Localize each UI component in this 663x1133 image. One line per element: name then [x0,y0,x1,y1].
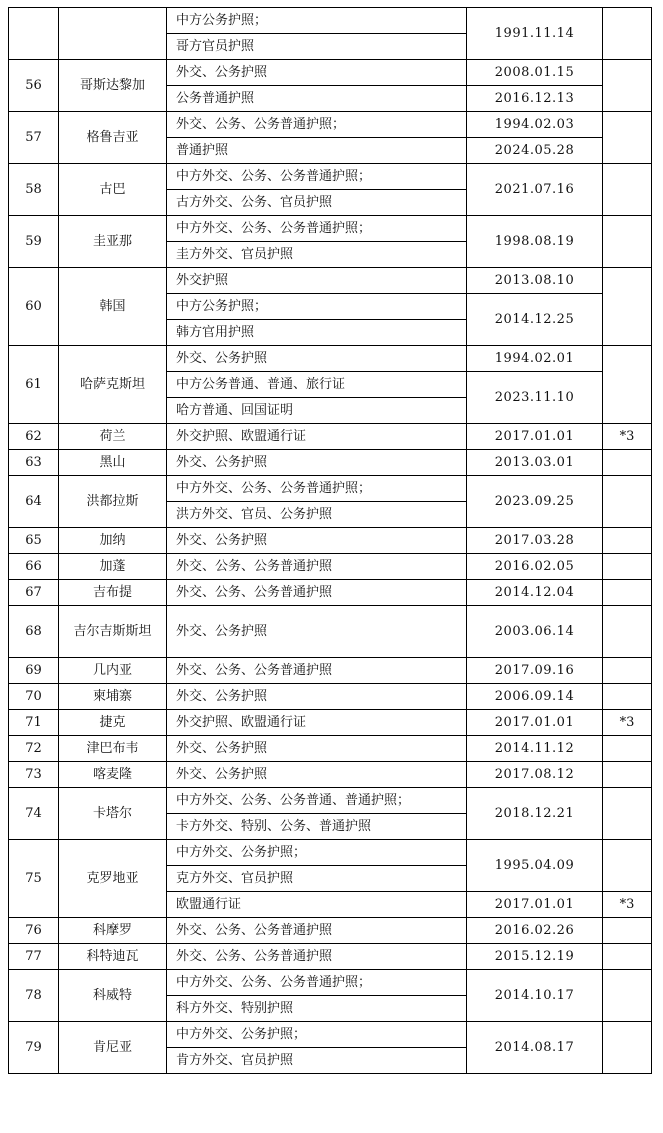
table-row [9,112,652,138]
country-name: 洪都拉斯 [59,476,167,528]
remark-note: *3 [603,424,652,450]
passport-type: 中方公务护照； [167,8,467,34]
row-number: 72 [9,736,59,762]
table-row [9,8,652,34]
effective-date: 1998.08.19 [467,216,603,268]
remark-cell [603,684,652,710]
table-row [9,658,652,684]
passport-type: 外交、公务护照 [167,528,467,554]
row-number: 71 [9,710,59,736]
remark-cell [603,970,652,1022]
passport-type: 外交、公务、公务普通护照 [167,944,467,970]
passport-type: 外交护照、欧盟通行证 [167,424,467,450]
country-name: 加纳 [59,528,167,554]
effective-date: 2017.01.01 [467,424,603,450]
passport-type: 韩方官用护照 [167,320,467,346]
passport-type: 中方外交、公务护照； [167,840,467,866]
remark-note: *3 [603,892,652,918]
effective-date: 2023.11.10 [467,372,603,424]
country-name: 古巴 [59,164,167,216]
country-name: 肯尼亚 [59,1022,167,1074]
row-number: 64 [9,476,59,528]
country-name: 格鲁吉亚 [59,112,167,164]
country-name: 荷兰 [59,424,167,450]
passport-type: 中方外交、公务、公务普通护照； [167,164,467,190]
effective-date: 2024.05.28 [467,138,603,164]
remark-cell [603,918,652,944]
row-number: 61 [9,346,59,424]
effective-date: 2013.03.01 [467,450,603,476]
row-number: 56 [9,60,59,112]
country-name: 津巴布韦 [59,736,167,762]
row-number: 66 [9,554,59,580]
country-name: 哈萨克斯坦 [59,346,167,424]
passport-type: 中方外交、公务、公务普通护照； [167,970,467,996]
passport-type: 外交、公务、公务普通护照； [167,112,467,138]
row-number: 74 [9,788,59,840]
passport-type: 中方外交、公务、公务普通护照； [167,216,467,242]
remark-cell [603,216,652,268]
passport-type: 公务普通护照 [167,86,467,112]
row-number: 57 [9,112,59,164]
passport-type: 欧盟通行证 [167,892,467,918]
passport-type: 外交、公务护照 [167,450,467,476]
passport-type: 外交、公务护照 [167,346,467,372]
country-name: 喀麦隆 [59,762,167,788]
remark-cell [603,736,652,762]
country-name: 韩国 [59,268,167,346]
passport-type: 肯方外交、官员护照 [167,1048,467,1074]
effective-date: 2014.11.12 [467,736,603,762]
row-number: 70 [9,684,59,710]
row-number: 75 [9,840,59,918]
passport-type: 中方公务普通、普通、旅行证 [167,372,467,398]
table-row [9,528,652,554]
row-number: 59 [9,216,59,268]
table-row [9,476,652,502]
row-number [9,8,59,60]
effective-date: 2015.12.19 [467,944,603,970]
row-number: 73 [9,762,59,788]
country-name: 卡塔尔 [59,788,167,840]
effective-date: 2003.06.14 [467,606,603,658]
table-row [9,164,652,190]
remark-cell [603,580,652,606]
effective-date: 2008.01.15 [467,60,603,86]
table-row [9,918,652,944]
passport-type: 圭方外交、官员护照 [167,242,467,268]
table-row [9,970,652,996]
effective-date: 1994.02.01 [467,346,603,372]
country-name: 克罗地亚 [59,840,167,918]
country-name: 吉布提 [59,580,167,606]
effective-date: 2017.08.12 [467,762,603,788]
remark-cell [603,554,652,580]
remark-cell [603,60,652,112]
effective-date: 2016.12.13 [467,86,603,112]
effective-date: 2014.12.25 [467,294,603,346]
table-row [9,424,652,450]
passport-type: 中方外交、公务、公务普通、普通护照； [167,788,467,814]
row-number: 68 [9,606,59,658]
effective-date: 1991.11.14 [467,8,603,60]
passport-type: 哈方普通、回国证明 [167,398,467,424]
country-name [59,8,167,60]
table-row [9,788,652,814]
table-row [9,840,652,866]
passport-type: 中方公务护照； [167,294,467,320]
passport-type: 卡方外交、特别、公务、普通护照 [167,814,467,840]
effective-date: 2016.02.05 [467,554,603,580]
remark-cell [603,164,652,216]
country-name: 黑山 [59,450,167,476]
passport-type: 克方外交、官员护照 [167,866,467,892]
remark-cell [603,944,652,970]
passport-type: 外交、公务护照 [167,684,467,710]
table-row [9,710,652,736]
country-name: 几内亚 [59,658,167,684]
effective-date: 2014.10.17 [467,970,603,1022]
remark-cell [603,762,652,788]
effective-date: 2018.12.21 [467,788,603,840]
country-name: 科特迪瓦 [59,944,167,970]
table-row [9,554,652,580]
effective-date: 2016.02.26 [467,918,603,944]
effective-date: 2021.07.16 [467,164,603,216]
passport-type: 普通护照 [167,138,467,164]
passport-type: 外交、公务、公务普通护照 [167,918,467,944]
passport-type: 外交、公务、公务普通护照 [167,580,467,606]
effective-date: 2017.01.01 [467,892,603,918]
row-number: 62 [9,424,59,450]
passport-type: 外交、公务、公务普通护照 [167,554,467,580]
country-name: 加蓬 [59,554,167,580]
remark-cell [603,788,652,840]
remark-note: *3 [603,710,652,736]
remark-cell [603,450,652,476]
row-number: 63 [9,450,59,476]
row-number: 69 [9,658,59,684]
table-row [9,736,652,762]
remark-cell [603,112,652,164]
passport-type: 外交、公务护照 [167,736,467,762]
country-name: 柬埔寨 [59,684,167,710]
country-name: 哥斯达黎加 [59,60,167,112]
visa-exemption-table [8,7,652,1074]
remark-cell [603,346,652,424]
table-row [9,1022,652,1048]
row-number: 77 [9,944,59,970]
row-number: 76 [9,918,59,944]
table-row [9,944,652,970]
row-number: 79 [9,1022,59,1074]
passport-type: 洪方外交、官员、公务护照 [167,502,467,528]
passport-type: 中方外交、公务、公务普通护照； [167,476,467,502]
effective-date: 2013.08.10 [467,268,603,294]
country-name: 科威特 [59,970,167,1022]
remark-cell [603,840,652,892]
remark-cell [603,606,652,658]
row-number: 67 [9,580,59,606]
passport-type: 外交、公务护照 [167,60,467,86]
row-number: 65 [9,528,59,554]
row-number: 78 [9,970,59,1022]
remark-cell [603,476,652,528]
passport-type: 古方外交、公务、官员护照 [167,190,467,216]
table-body [9,8,652,1074]
effective-date: 2017.01.01 [467,710,603,736]
effective-date: 2006.09.14 [467,684,603,710]
passport-type: 外交护照、欧盟通行证 [167,710,467,736]
remark-cell [603,8,652,60]
remark-cell [603,268,652,346]
passport-type: 科方外交、特别护照 [167,996,467,1022]
passport-type: 哥方官员护照 [167,34,467,60]
effective-date: 2014.08.17 [467,1022,603,1074]
effective-date: 2017.03.28 [467,528,603,554]
effective-date: 2017.09.16 [467,658,603,684]
passport-type: 中方外交、公务护照； [167,1022,467,1048]
table-row [9,606,652,658]
row-number: 58 [9,164,59,216]
passport-type: 外交、公务护照 [167,606,467,658]
effective-date: 2023.09.25 [467,476,603,528]
remark-cell [603,528,652,554]
table-row [9,684,652,710]
table-row [9,762,652,788]
remark-cell [603,658,652,684]
country-name: 捷克 [59,710,167,736]
table-row [9,216,652,242]
remark-cell [603,1022,652,1074]
passport-type: 外交、公务、公务普通护照 [167,658,467,684]
effective-date: 2014.12.04 [467,580,603,606]
passport-type: 外交护照 [167,268,467,294]
country-name: 科摩罗 [59,918,167,944]
table-row [9,580,652,606]
table-row [9,450,652,476]
country-name: 圭亚那 [59,216,167,268]
passport-type: 外交、公务护照 [167,762,467,788]
country-name: 吉尔吉斯斯坦 [59,606,167,658]
row-number: 60 [9,268,59,346]
effective-date: 1995.04.09 [467,840,603,892]
table-row [9,268,652,294]
table-row [9,60,652,86]
table-row [9,346,652,372]
effective-date: 1994.02.03 [467,112,603,138]
